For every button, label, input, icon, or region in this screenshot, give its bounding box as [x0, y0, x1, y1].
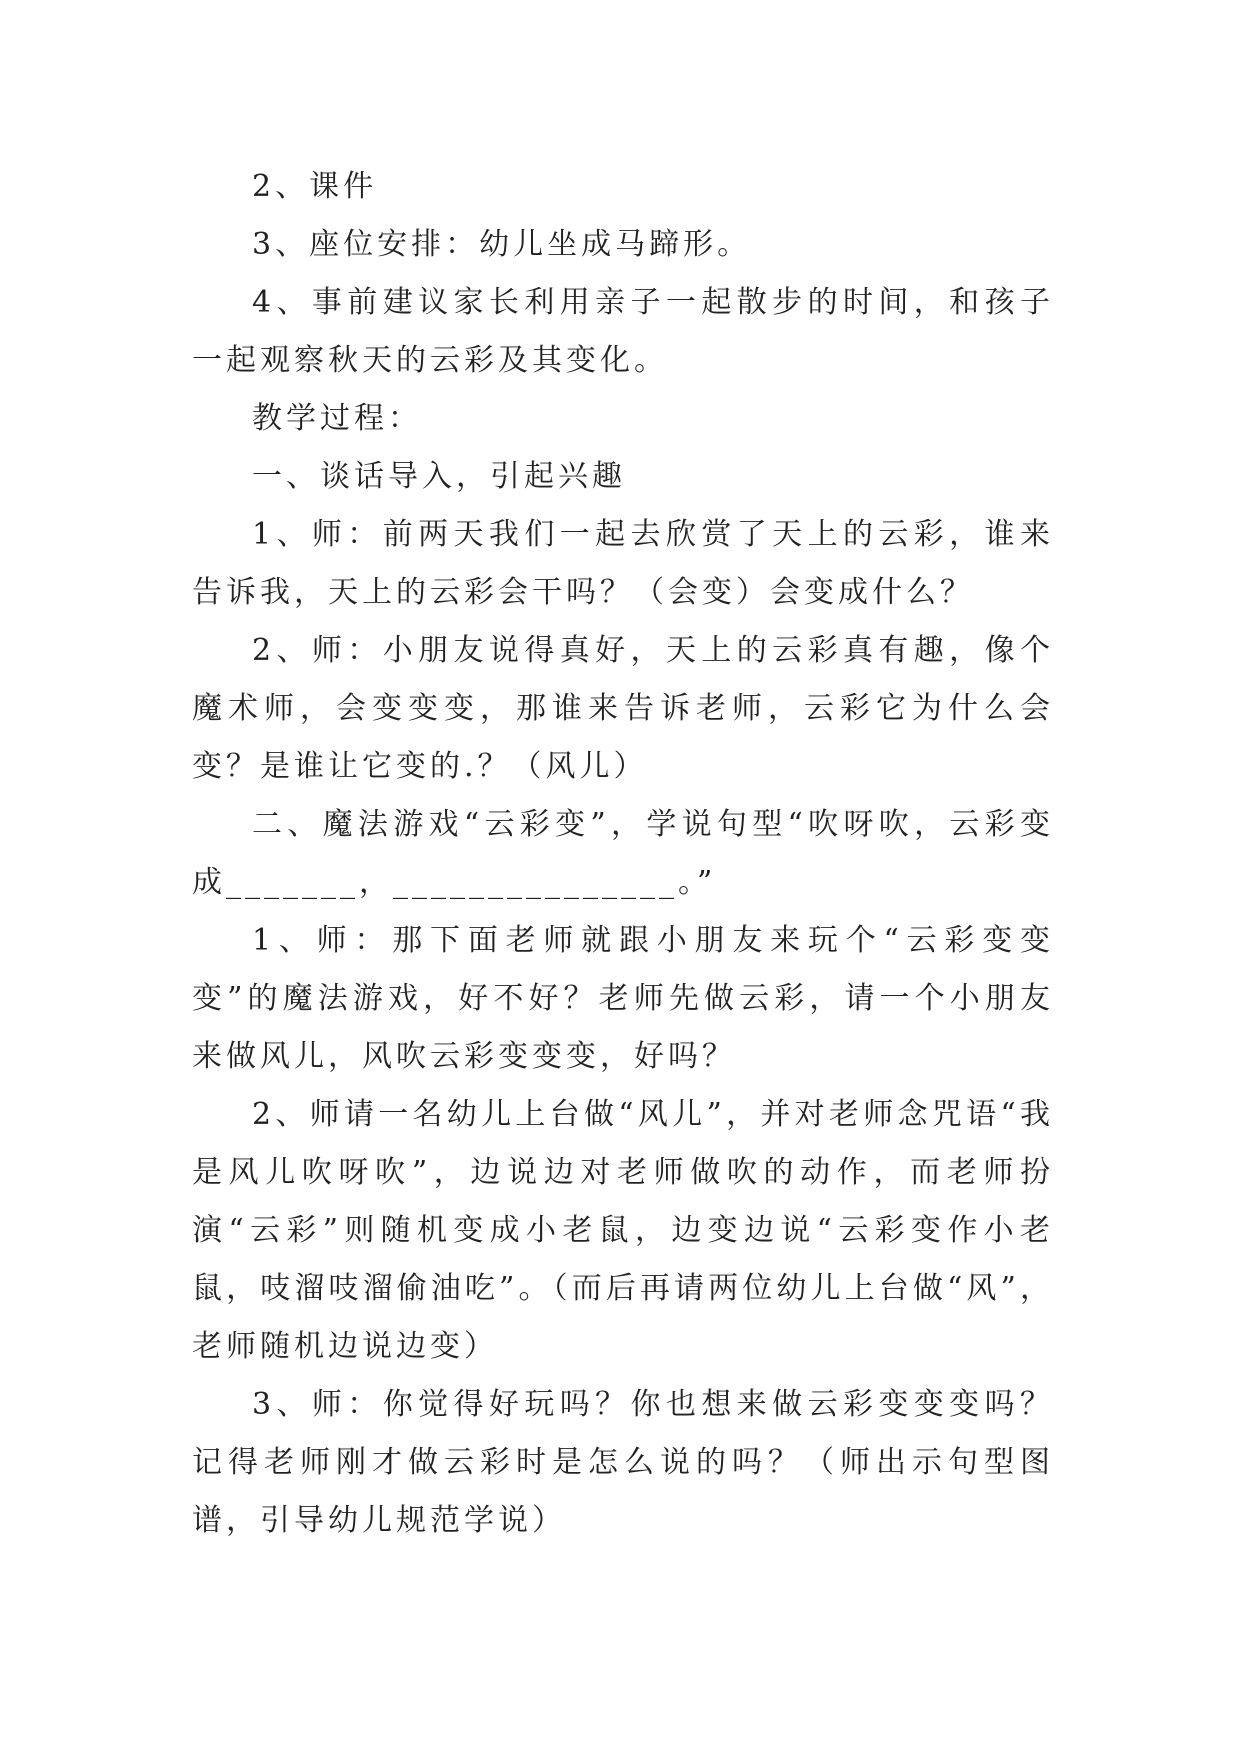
paragraph-step-1-2: 2、师：小朋友说得真好，天上的云彩真有趣，像个魔术师，会变变变，那谁来告诉老师，云彩它为什么会变？是谁让它变的.？（风儿）	[192, 633, 1054, 784]
paragraph-step-1-1: 1、师：前两天我们一起去欣赏了天上的云彩，谁来告诉我，天上的云彩会干吗？（会变）会变成什么？	[192, 517, 1054, 610]
paragraph-step-2-2: 2、师请一名幼儿上台做“风儿”，并对老师念咒语“我是风儿吹呀吹”，边说边对老师做吹的动作，而老师扮演“云彩”则随机变成小老鼠，边变边说“云彩变作小老鼠，吱溜吱溜偷油吃”。（而后再请两位幼儿上台做“风”，老师随机边说边变）	[192, 1097, 1054, 1364]
document-body	[192, 158, 1054, 1550]
heading-teaching-process: 教学过程：	[252, 401, 422, 436]
paragraph-step-2-1: 1、师：那下面老师就跟小朋友来玩个“云彩变变变”的魔法游戏，好不好？老师先做云彩，请一个小朋友来做风儿，风吹云彩变变变，好吗？	[192, 923, 1054, 1074]
paragraph-step-2-3: 3、师：你觉得好玩吗？你也想来做云彩变变变吗？记得老师刚才做云彩时是怎么说的吗？（师出示句型图谱，引导幼儿规范学说）	[192, 1387, 1054, 1538]
paragraph-seating-arrangement: 3、座位安排：幼儿坐成马蹄形。	[252, 227, 752, 262]
paragraph-materials-courseware: 2、课件	[252, 169, 378, 204]
heading-section-one: 一、谈话导入，引起兴趣	[252, 459, 626, 494]
heading-section-two: 二、魔法游戏“云彩变”，学说句型“吹呀吹，云彩变成_______，_______________。”	[192, 807, 1054, 900]
paragraph-parent-suggestion: 4、事前建议家长利用亲子一起散步的时间，和孩子一起观察秋天的云彩及其变化。	[192, 285, 1054, 378]
